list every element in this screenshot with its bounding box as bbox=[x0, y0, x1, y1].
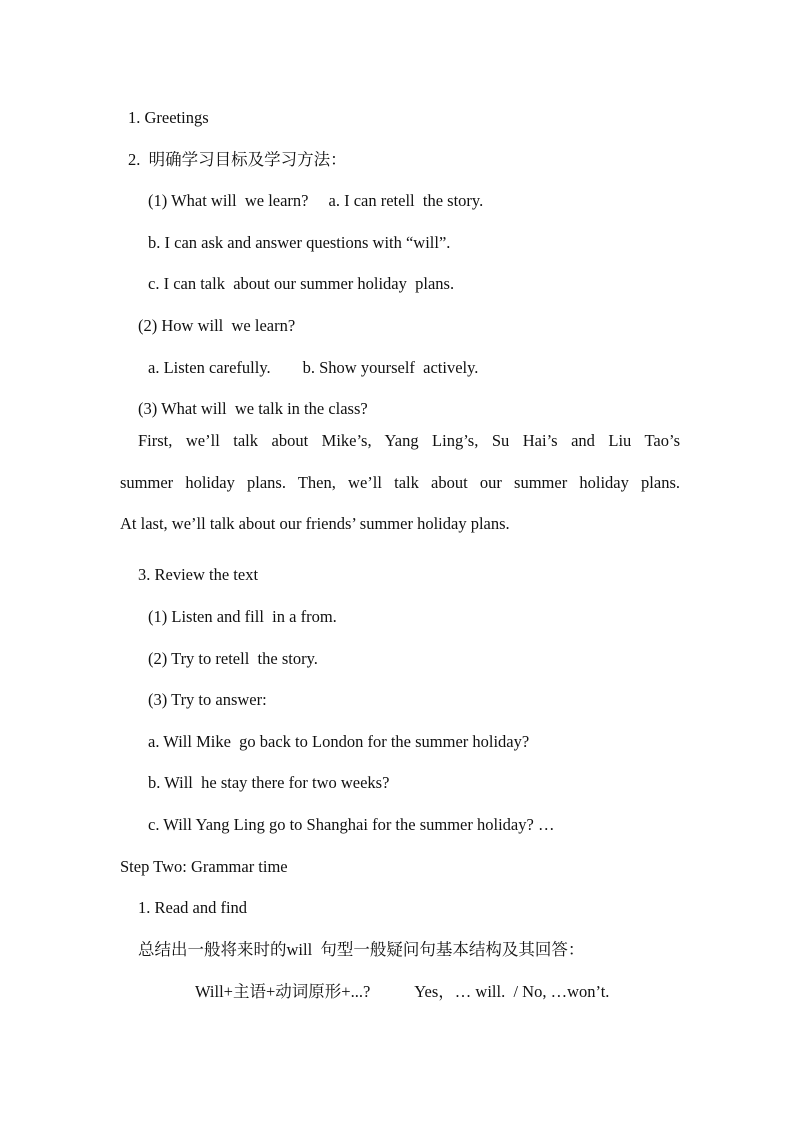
paragraph-line-3: At last, we’ll talk about our friends’ summer holiday plans. bbox=[120, 514, 510, 534]
goal-retell: a. I can retell the story. bbox=[328, 191, 484, 210]
item-read-find: 1. Read and find bbox=[138, 898, 248, 917]
review-listen-fill: (1) Listen and fill in a from. bbox=[148, 607, 337, 626]
item-review-text: 3. Review the text bbox=[138, 565, 259, 584]
review-answer: (3) Try to answer: bbox=[148, 690, 267, 709]
paragraph-line-2: summer holiday plans. Then, we’ll talk about our summer holiday plans. bbox=[120, 472, 680, 492]
question-what-talk: (3) What will we talk in the class? bbox=[138, 399, 368, 418]
summary-instruction: 总结出一般将来时的will 句型一般疑问句基本结构及其回答： bbox=[138, 940, 585, 959]
question-what-learn-text: (1) What will we learn? bbox=[148, 191, 309, 210]
question-how-learn: (2) How will we learn? bbox=[138, 316, 296, 335]
question-mike-london: a. Will Mike go back to London for the summer holiday? bbox=[148, 732, 530, 751]
goal-ask-answer: b. I can ask and answer questions with “will”. bbox=[148, 233, 451, 252]
paragraph-line-1: First, we’ll talk about Mike’s, Yang Ling’s, Su Hai’s and Liu Tao’s bbox=[138, 431, 680, 450]
item-learning-goals: 2. 明确学习目标及学习方法： bbox=[128, 150, 347, 169]
question-two-weeks: b. Will he stay there for two weeks? bbox=[148, 773, 390, 792]
grammar-answer-form: Yes，… will. / No, …won’t. bbox=[414, 982, 610, 1001]
method-listen: a. Listen carefully. bbox=[148, 358, 271, 377]
review-retell: (2) Try to retell the story. bbox=[148, 649, 318, 668]
method-line bbox=[148, 358, 478, 378]
item-greetings: 1. Greetings bbox=[128, 108, 209, 127]
question-yang-ling: c. Will Yang Ling go to Shanghai for the summer holiday? … bbox=[148, 815, 555, 834]
question-what-learn bbox=[148, 191, 483, 211]
plans-paragraph bbox=[120, 420, 680, 545]
grammar-structure bbox=[195, 982, 609, 1002]
method-show: b. Show yourself actively. bbox=[302, 358, 479, 377]
goal-talk-plans: c. I can talk about our summer holiday plans. bbox=[148, 274, 455, 293]
step-two-heading: Step Two: Grammar time bbox=[120, 857, 288, 876]
grammar-question-form: Will+主语+动词原形+...? bbox=[195, 982, 371, 1001]
